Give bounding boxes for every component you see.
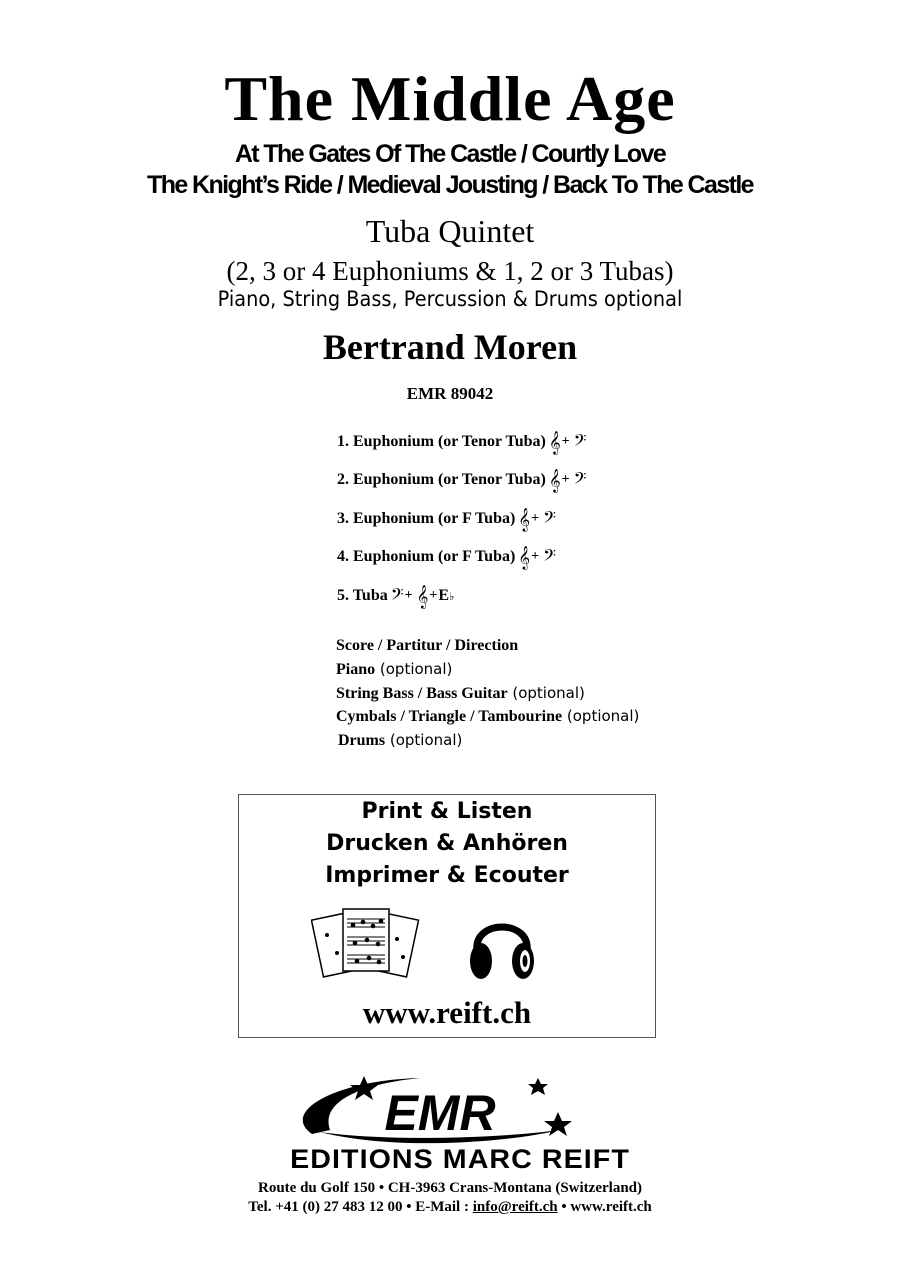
editions-wordmark: EDITIONS MARC REIFT — [290, 1144, 630, 1174]
composer: Bertrand Moren — [322, 327, 578, 367]
treble-clef-icon: 𝄞 — [548, 430, 561, 454]
part-label: 1. Euphonium (or Tenor Tuba) — [337, 433, 546, 450]
part-item — [337, 430, 587, 454]
flat-icon: ♭ — [449, 590, 455, 603]
part-label: 5. Tuba — [337, 587, 388, 604]
part-item — [337, 584, 454, 608]
treble-clef-icon: 𝄞 — [518, 507, 531, 531]
page-title: The Middle Age — [224, 63, 676, 134]
subtitle-line-2: The Knight’s Ride / Medieval Jousting / Back To The Castle — [147, 171, 753, 199]
footer-contact — [0, 1199, 900, 1216]
print-listen-line: Print & Listen — [361, 799, 533, 824]
list-item — [336, 682, 639, 706]
plus-sign: + — [531, 549, 540, 564]
extra-note: (optional) — [562, 707, 640, 726]
sheet-music-icon — [311, 905, 423, 987]
list-item — [336, 634, 639, 658]
treble-clef-icon: 𝄞 — [518, 545, 531, 569]
bass-clef-icon: 𝄢 — [573, 468, 587, 492]
part-item — [337, 545, 556, 569]
email-link[interactable]: info@reift.ch — [472, 1199, 558, 1215]
extra-name: Drums — [338, 732, 386, 750]
extra-name: String Bass / Bass Guitar — [336, 684, 508, 702]
extra-name: Score / Partitur / Direction — [336, 637, 519, 654]
bass-clef-icon: 𝄢 — [543, 507, 556, 531]
footer-address: Route du Golf 150 • CH-3963 Crans-Montana (Switzerland) — [258, 1180, 642, 1196]
print-listen-box — [238, 794, 656, 1038]
optional-instruments: Piano, String Bass, Percussion & Drums optional — [217, 287, 683, 311]
emr-mark-text: EMR — [384, 1085, 496, 1141]
part-label: 3. Euphonium (or F Tuba) — [337, 510, 516, 527]
plus-sign: + — [561, 472, 570, 487]
list-item — [338, 729, 639, 753]
part-label: 2. Euphonium (or Tenor Tuba) — [337, 471, 546, 488]
extra-note: (optional) — [507, 683, 585, 702]
print-listen-line: Drucken & Anhören — [326, 831, 568, 856]
instrumentation: (2, 3 or 4 Euphoniums & 1, 2 or 3 Tubas) — [226, 256, 674, 286]
print-listen-line: Imprimer & Ecouter — [325, 863, 569, 888]
extra-name: Cymbals / Triangle / Tambourine — [336, 708, 563, 726]
treble-clef-icon: 𝄞 — [416, 584, 429, 608]
bass-clef-icon: 𝄢 — [543, 545, 556, 569]
treble-clef-icon: 𝄞 — [548, 468, 561, 492]
bass-clef-icon: 𝄢 — [573, 430, 587, 454]
emr-logo — [240, 1072, 680, 1172]
part-item — [337, 468, 587, 492]
extra-note: (optional) — [385, 731, 463, 750]
subtitle-line-1: At The Gates Of The Castle / Courtly Love — [234, 140, 666, 168]
contact-website: • www.reift.ch — [557, 1199, 652, 1215]
website-url[interactable]: www.reift.ch — [362, 995, 532, 1030]
plus-sign: + — [561, 434, 570, 449]
plus-sign: + — [404, 588, 413, 603]
bass-clef-icon: 𝄢 — [390, 584, 404, 608]
list-item — [336, 658, 639, 682]
plus-sign: + — [429, 588, 438, 603]
extra-note: (optional) — [375, 659, 453, 678]
extra-name: Piano — [336, 660, 376, 678]
e-flat-label: E — [438, 587, 450, 604]
extras-list — [336, 634, 639, 753]
list-item — [336, 705, 639, 729]
contact-phone: Tel. +41 (0) 27 483 12 00 • E-Mail : — [248, 1199, 473, 1215]
catalog-number: EMR 89042 — [406, 384, 494, 403]
ensemble: Tuba Quintet — [365, 213, 535, 249]
headphones-icon — [467, 903, 537, 987]
plus-sign: + — [531, 511, 540, 526]
part-item — [337, 507, 556, 531]
part-label: 4. Euphonium (or F Tuba) — [337, 548, 516, 565]
